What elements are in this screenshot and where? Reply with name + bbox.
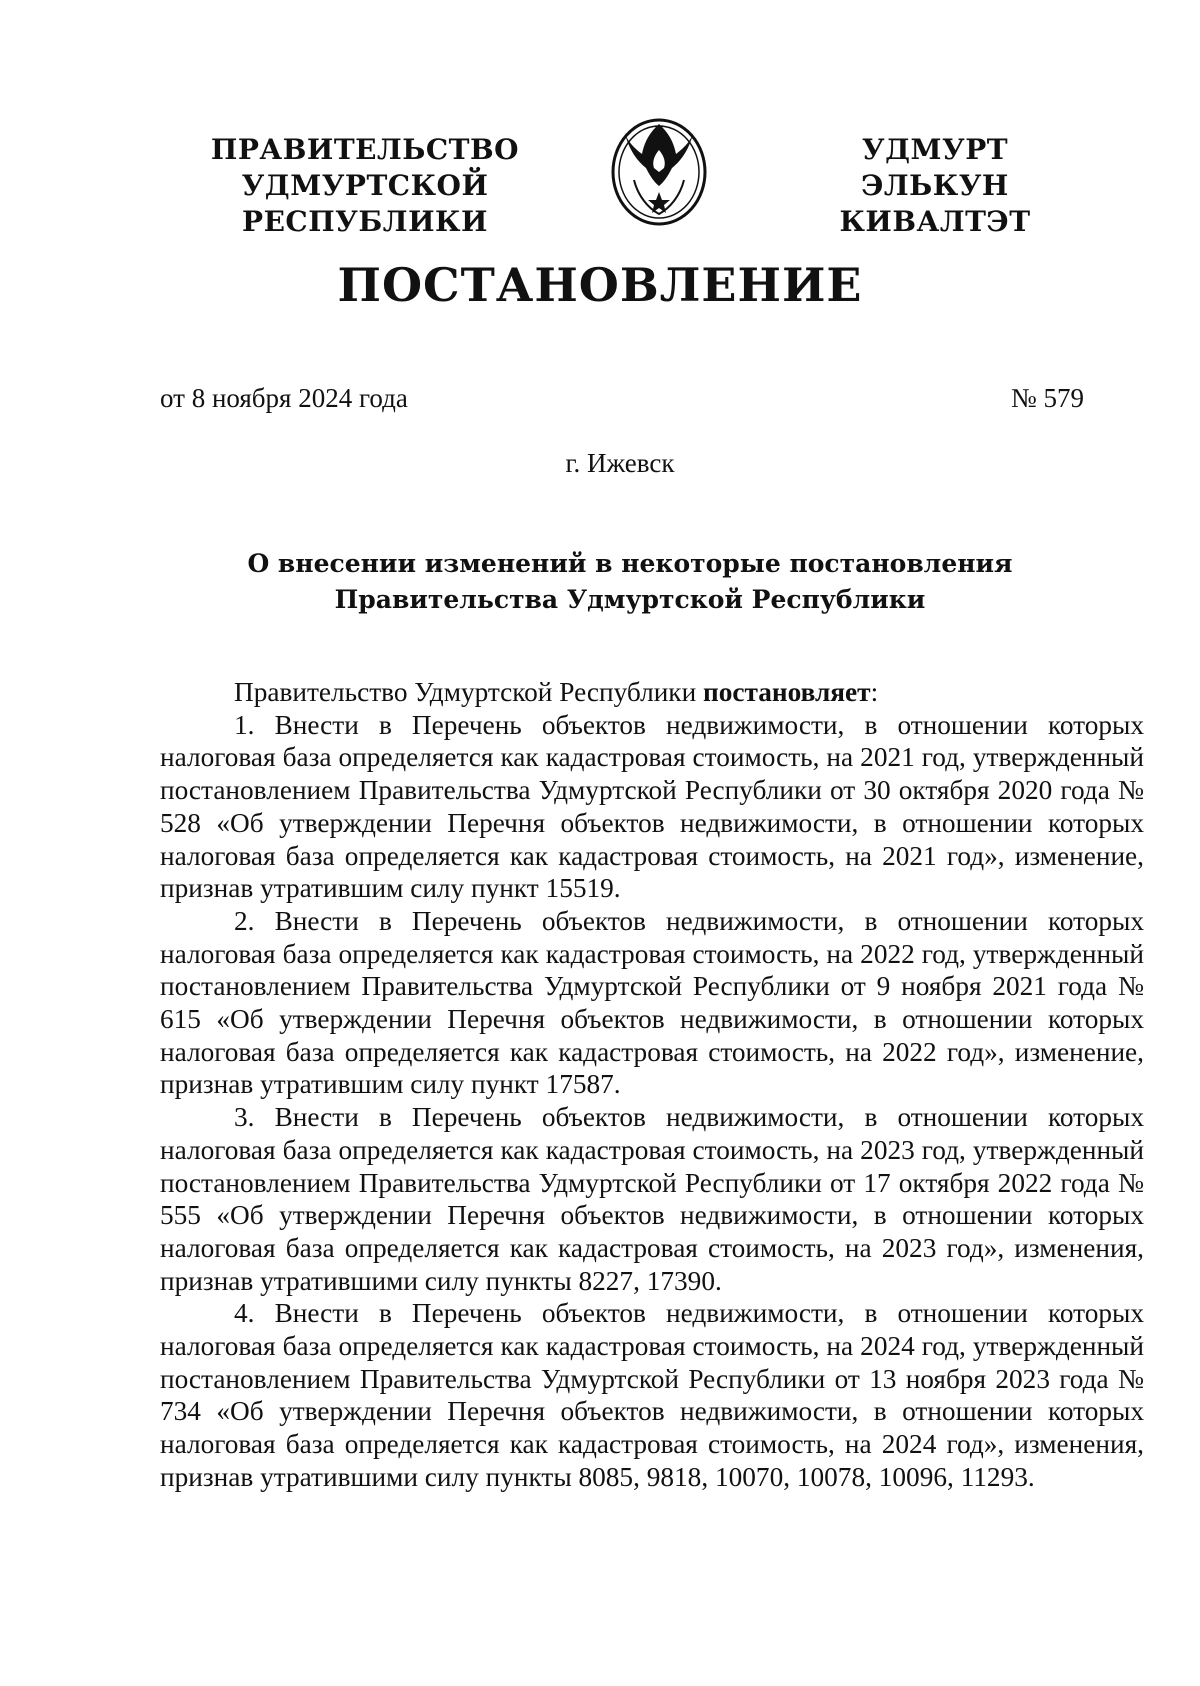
coat-of-arms-icon — [604, 110, 714, 230]
item-paragraph-3: 3. Внести в Перечень объектов недвижимости, в отношении которых налоговая база определяется как кадастровая стоимость, на 2023 год, утвержденный постановлением Правительства Удмуртской Республики от 17 октября 2022 года № 555 «Об утверждении Перечня объектов недвижимости, в отношении которых налоговая база определяется как кадастровая стоимость, на 2023 год», изменения, признав утратившими силу пункты 8227, 17390. — [160, 1102, 1144, 1296]
header-right-line2: КИВАЛТЭТ — [839, 205, 1031, 238]
document-date: от 8 ноября 2024 года — [160, 383, 408, 413]
intro-paragraph — [160, 676, 1144, 709]
government-name-russian — [150, 132, 580, 240]
document-subject — [150, 546, 1110, 618]
header-left-line2: УДМУРТСКОЙ РЕСПУБЛИКИ — [241, 169, 489, 238]
subject-line2: Правительства Удмуртской Республики — [334, 585, 926, 614]
subject-line1: О внесении изменений в некоторые постановления — [247, 549, 1013, 578]
document-body — [160, 676, 1144, 1494]
intro-end: : — [870, 677, 879, 707]
document-city: г. Ижевск — [565, 448, 675, 478]
document-number: № 579 — [1010, 383, 1084, 413]
intro-bold: постановляет — [703, 677, 871, 707]
item-paragraph-4: 4. Внести в Перечень объектов недвижимости, в отношении которых налоговая база определяется как кадастровая стоимость, на 2024 год, утвержденный постановлением Правительства Удмуртской Республики от 13 ноября 2023 года № 734 «Об утверждении Перечня объектов недвижимости, в отношении которых налоговая база определяется как кадастровая стоимость, на 2024 год», изменения, признав утратившими силу пункты 8085, 9818, 10070, 10078, 10096, 11293. — [160, 1298, 1144, 1492]
item-paragraph-1: 1. Внести в Перечень объектов недвижимости, в отношении которых налоговая база определяется как кадастровая стоимость, на 2021 год, утвержденный постановлением Правительства Удмуртской Республики от 30 октября 2020 года № 528 «Об утверждении Перечня объектов недвижимости, в отношении которых налоговая база определяется как кадастровая стоимость, на 2021 год», изменение, признав утратившим силу пункт 15519. — [160, 709, 1144, 904]
item-paragraph-2: 2. Внести в Перечень объектов недвижимости, в отношении которых налоговая база определяется как кадастровая стоимость, на 2022 год, утвержденный постановлением Правительства Удмуртской Республики от 9 ноября 2021 года № 615 «Об утверждении Перечня объектов недвижимости, в отношении которых налоговая база определяется как кадастровая стоимость, на 2022 год», изменение, признав утратившим силу пункт 17587. — [160, 905, 1144, 1100]
intro-text: Правительство Удмуртской Республики — [234, 677, 704, 707]
document-title: ПОСТАНОВЛЕНИЕ — [337, 258, 863, 312]
government-name-udmurt — [790, 132, 1080, 240]
header-right-line1: УДМУРТ ЭЛЬКУН — [861, 133, 1009, 202]
header-left-line1: ПРАВИТЕЛЬСТВО — [210, 133, 520, 166]
